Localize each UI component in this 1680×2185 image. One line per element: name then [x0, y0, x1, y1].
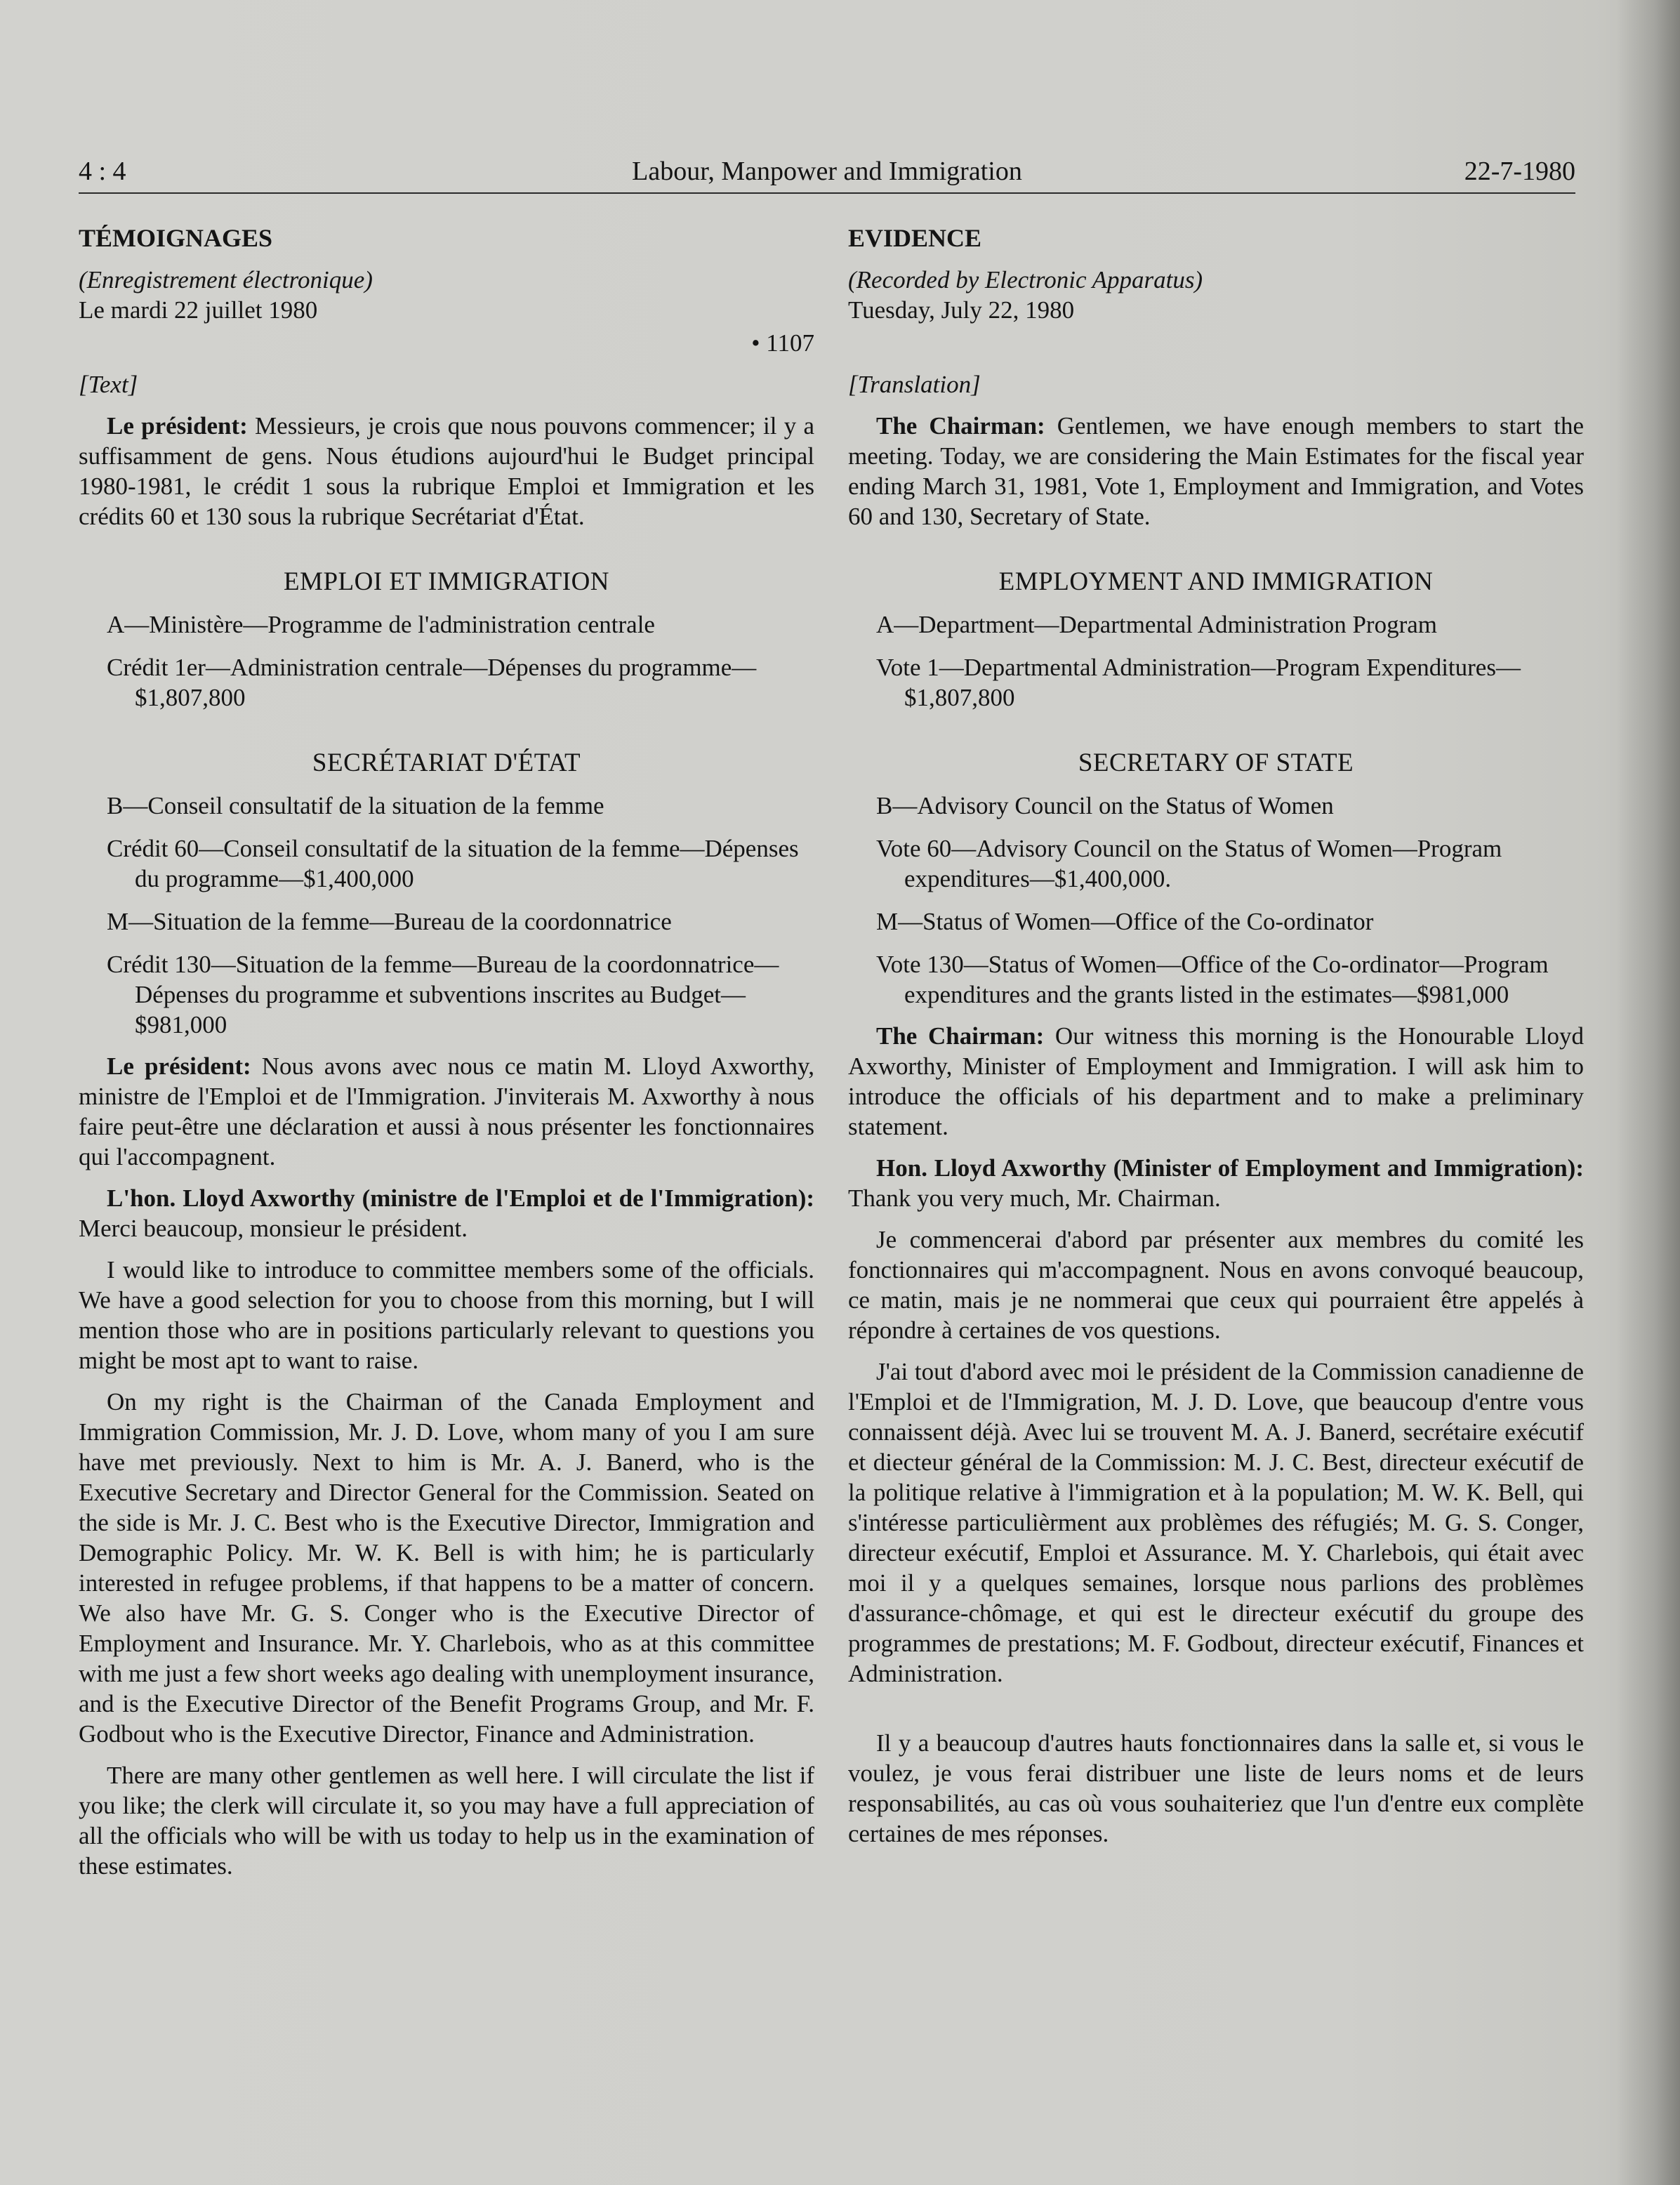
speaker-name: The Chairman: [876, 412, 1045, 440]
paragraph: Je commencerai d'abord par présenter aux membres du comité les fonctionnaires qui m'accompagnent. Nous en avons convoqué beaucoup, ce matin, mais je ne nommerai que ceux qui pourraient être appelés à répondre à certaines de vos questions. [848, 1226, 1584, 1344]
paragraph-text: Merci beaucoup, monsieur le président. [79, 1215, 468, 1242]
estimates-item: A—Ministère—Programme de l'administration centrale [107, 611, 655, 638]
estimates-item: M—Status of Women—Office of the Co-ordinator [876, 908, 1374, 935]
session-date: Le mardi 22 juillet 1980 [79, 296, 318, 324]
paragraph: J'ai tout d'abord avec moi le président de la Commission canadienne de l'Emploi et de l'Immigration, M. J. D. Love, que beaucoup d'entre vous connaissent déjà. Avec lui se trouvent M. A. J. Banerd, secrétaire exécutif et diecteur général de la Commission: M. J. C. Best, directeur exécutif de la politique relative à l'immigration et à la population; M. W. K. Bell, qui s'intéresse particulièrment aux problèmes des réfugiés; M. G. S. Conger, directeur exécutif, Emploi et Assurance. M. Y. Charlebois, qui était avec moi il y a quelques semaines, lorsque nous parlions des problèmes d'assurance-chômage, et qui est le directeur exécutif du groupe des programmes de prestations; M. F. Godbout, directeur exécutif, Finances et Administration. [848, 1358, 1584, 1687]
paragraph: I would like to introduce to committee members some of the officials. We have a good selection for you to choose from this morning, but I will mention those who are in positions particularly relevant to questions you might be most apt to want to raise. [79, 1256, 814, 1374]
estimates-item: B—Advisory Council on the Status of Women [876, 792, 1334, 819]
speaker-name: The Chairman: [876, 1022, 1045, 1050]
estimates-heading: EMPLOI ET IMMIGRATION [283, 567, 610, 596]
recording-note: (Recorded by Electronic Apparatus) [848, 266, 1203, 293]
paragraph-text: Thank you very much, Mr. Chairman. [848, 1184, 1221, 1212]
paragraph-text: Messieurs, je crois que nous pouvons commencer; il y a suffisamment de gens. Nous étudions aujourd'hui le Budget principal 1980-1981, le crédit 1 sous la rubrique Emploi et Immigration et les crédits 60 et 130 sous la rubrique Secrétariat d'État. [79, 412, 814, 530]
paragraph [848, 1153, 1584, 1213]
estimates-heading: SECRETARY OF STATE [1078, 748, 1354, 777]
paragraph-text: Gentlemen, we have enough members to start the meeting. Today, we are considering the Main Estimates for the fiscal year ending March 31, 1981, Vote 1, Employment and Immigration, and Votes 60 and 130, Secretary of State. [848, 412, 1584, 530]
paragraph [79, 1051, 814, 1172]
recording-note: (Enregistrement électronique) [79, 266, 373, 293]
language-tag: [Translation] [848, 371, 981, 398]
estimates-item: Vote 60—Advisory Council on the Status of Women—Program expenditures—$1,400,000. [876, 835, 1502, 892]
paragraph: There are many other gentlemen as well here. I will circulate the list if you like; the clerk will circulate it, so you may have a full appreciation of all the officials who will be with us today to help us in the examination of these estimates. [79, 1762, 814, 1880]
paragraph: Il y a beaucoup d'autres hauts fonctionnaires dans la salle et, si vous le voulez, je vous ferai distribuer une liste de leurs noms et de leurs responsabilités, au cas où vous souhaiteriez que l'un d'entre eux complète certaines de mes réponses. [848, 1729, 1584, 1847]
estimates-item: Crédit 1er—Administration centrale—Dépenses du programme—$1,807,800 [107, 654, 757, 711]
paragraph [79, 411, 814, 532]
left-column [79, 223, 814, 1881]
right-column [848, 223, 1584, 1849]
session-date: Tuesday, July 22, 1980 [848, 296, 1075, 324]
publication-title: Labour, Manpower and Immigration [632, 157, 1022, 186]
page-edge-shadow [1617, 0, 1680, 2185]
estimates-item: Vote 130—Status of Women—Office of the Co-ordinator—Program expenditures and the grants listed in the estimates—$981,000 [876, 951, 1549, 1008]
estimates-item: M—Situation de la femme—Bureau de la coordonnatrice [107, 908, 672, 935]
estimates-heading: EMPLOYMENT AND IMMIGRATION [998, 567, 1434, 596]
paragraph: On my right is the Chairman of the Canada Employment and Immigration Commission, Mr. J. D. Love, whom many of you I am sure have met previously. Next to him is Mr. A. J. Banerd, who is the Executive Secretary and Director General for the Commission. Seated on the side is Mr. J. C. Best who is the Executive Director, Immigration and Demographic Policy. Mr. W. K. Bell is with him; he is particularly interested in refugee problems, if that happens to be a matter of concern. We also have Mr. G. S. Conger who is the Executive Director of Employment and Insurance. Mr. Y. Charlebois, who as at this committee with me just a few short weeks ago dealing with unemployment insurance, and is the Executive Director of the Benefit Programs Group, and Mr. F. Godbout who is the Executive Director, Finance and Administration. [79, 1388, 814, 1748]
paragraph [79, 1183, 814, 1243]
paragraph [848, 1021, 1584, 1142]
estimates-heading: SECRÉTARIAT D'ÉTAT [312, 748, 581, 777]
paragraph-text: Our witness this morning is the Honourable Lloyd Axworthy, Minister of Employment and Immigration. I will ask him to introduce the officials of his department and to make a preliminary statement. [848, 1022, 1584, 1140]
section-heading: TÉMOIGNAGES [79, 224, 273, 252]
time-marker: • 1107 [751, 329, 814, 357]
section-heading: EVIDENCE [848, 224, 982, 252]
paragraph [848, 411, 1584, 532]
speaker-name: L'hon. Lloyd Axworthy (ministre de l'Emploi et de l'Immigration): [107, 1184, 814, 1212]
estimates-item: A—Department—Departmental Administration Program [876, 611, 1437, 638]
speaker-name: Hon. Lloyd Axworthy (Minister of Employment and Immigration): [876, 1154, 1584, 1182]
page-number: 4 : 4 [79, 157, 126, 186]
time-marker-spacer [848, 328, 1584, 358]
estimates-item: Crédit 60—Conseil consultatif de la situation de la femme—Dépenses du programme—$1,400,000 [107, 835, 799, 892]
speaker-name: Le président: [107, 1052, 251, 1080]
language-tag: [Text] [79, 371, 138, 398]
estimates-item: Vote 1—Departmental Administration—Program Expenditures—$1,807,800 [876, 654, 1521, 711]
estimates-item: Crédit 130—Situation de la femme—Bureau de la coordonnatrice—Dépenses du programme et subventions inscrites au Budget—$981,000 [107, 951, 779, 1038]
paragraph-text: Nous avons avec nous ce matin M. Lloyd Axworthy, ministre de l'Emploi et de l'Immigration. J'inviterais M. Axworthy à nous faire peut-être une déclaration et aussi à nous présenter les fonctionnaires qui l'accompagnent. [79, 1052, 814, 1170]
speaker-name: Le président: [107, 412, 248, 440]
estimates-item: B—Conseil consultatif de la situation de la femme [107, 792, 604, 819]
running-header [79, 153, 1575, 194]
header-date: 22-7-1980 [1464, 157, 1575, 186]
